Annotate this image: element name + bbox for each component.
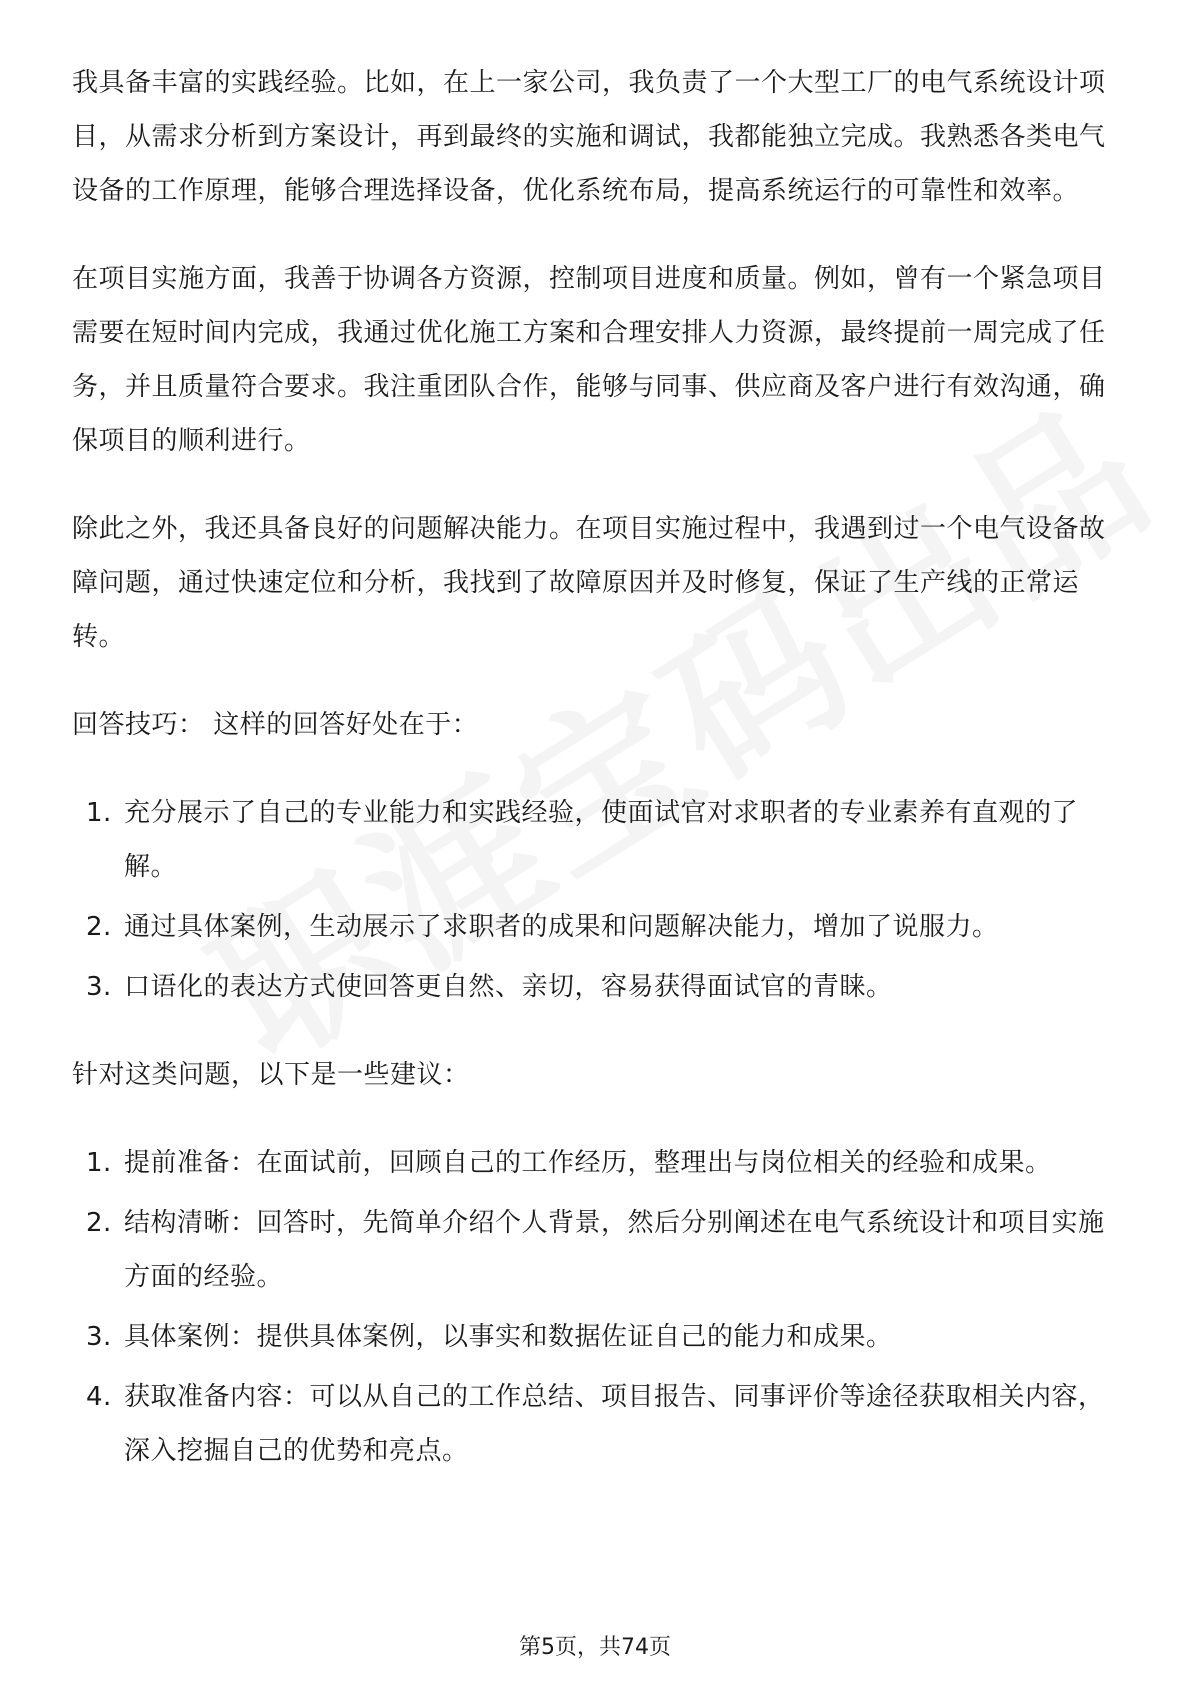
list-number: 4. bbox=[86, 1382, 112, 1412]
tips-heading: 回答技巧： 这样的回答好处在于： bbox=[72, 710, 479, 740]
list-item-text: 口语化的表达方式使回答更自然、亲切，容易获得面试官的青睐。 bbox=[124, 972, 893, 1002]
list-item bbox=[72, 786, 1120, 894]
list-number: 2. bbox=[86, 1208, 112, 1238]
list-item bbox=[72, 960, 1120, 1014]
list-item-text: 充分展示了自己的专业能力和实践经验，使面试官对求职者的专业素养有直观的了解。 bbox=[124, 798, 1079, 882]
list-item-text: 提前准备：在面试前，回顾自己的工作经历，整理出与岗位相关的经验和成果。 bbox=[124, 1148, 1052, 1178]
list-item bbox=[72, 900, 1120, 954]
list-number: 1. bbox=[86, 1148, 112, 1178]
list-item bbox=[72, 1310, 1120, 1364]
tips-list bbox=[72, 786, 1120, 1014]
list-number: 3. bbox=[86, 972, 112, 1002]
paragraph-problem-solving: 除此之外，我还具备良好的问题解决能力。在项目实施过程中，我遇到过一个电气设备故障问题，通过快速定位和分析，我找到了故障原因并及时修复，保证了生产线的正常运转。 bbox=[72, 514, 1106, 652]
list-item-text: 获取准备内容：可以从自己的工作总结、项目报告、同事评价等途径获取相关内容，深入挖掘自己的优势和亮点。 bbox=[124, 1382, 1105, 1466]
advice-list bbox=[72, 1136, 1120, 1478]
list-item bbox=[72, 1136, 1120, 1190]
paragraph-project-implementation: 在项目实施方面，我善于协调各方资源，控制项目进度和质量。例如，曾有一个紧急项目需要在短时间内完成，我通过优化施工方案和合理安排人力资源，最终提前一周完成了任务，并且质量符合要求。我注重团队合作，能够与同事、供应商及客户进行有效沟通，确保项目的顺利进行。 bbox=[72, 264, 1106, 456]
list-number: 2. bbox=[86, 912, 112, 942]
page-footer: 第5页，共74页 bbox=[519, 1635, 671, 1660]
list-item bbox=[72, 1370, 1120, 1478]
list-number: 3. bbox=[86, 1322, 112, 1352]
list-item bbox=[72, 1196, 1120, 1304]
list-item-text: 通过具体案例，生动展示了求职者的成果和问题解决能力，增加了说服力。 bbox=[124, 912, 999, 942]
paragraph-experience: 我具备丰富的实践经验。比如，在上一家公司，我负责了一个大型工厂的电气系统设计项目，从需求分析到方案设计，再到最终的实施和调试，我都能独立完成。我熟悉各类电气设备的工作原理，能够合理选择设备，优化系统布局，提高系统运行的可靠性和效率。 bbox=[72, 68, 1106, 206]
list-number: 1. bbox=[86, 798, 112, 828]
list-item-text: 具体案例：提供具体案例，以事实和数据佐证自己的能力和成果。 bbox=[124, 1322, 893, 1352]
advice-heading: 针对这类问题，以下是一些建议： bbox=[72, 1060, 470, 1090]
list-item-text: 结构清晰：回答时，先简单介绍个人背景，然后分别阐述在电气系统设计和项目实施方面的经验。 bbox=[124, 1208, 1105, 1292]
page-content bbox=[72, 56, 1120, 1512]
